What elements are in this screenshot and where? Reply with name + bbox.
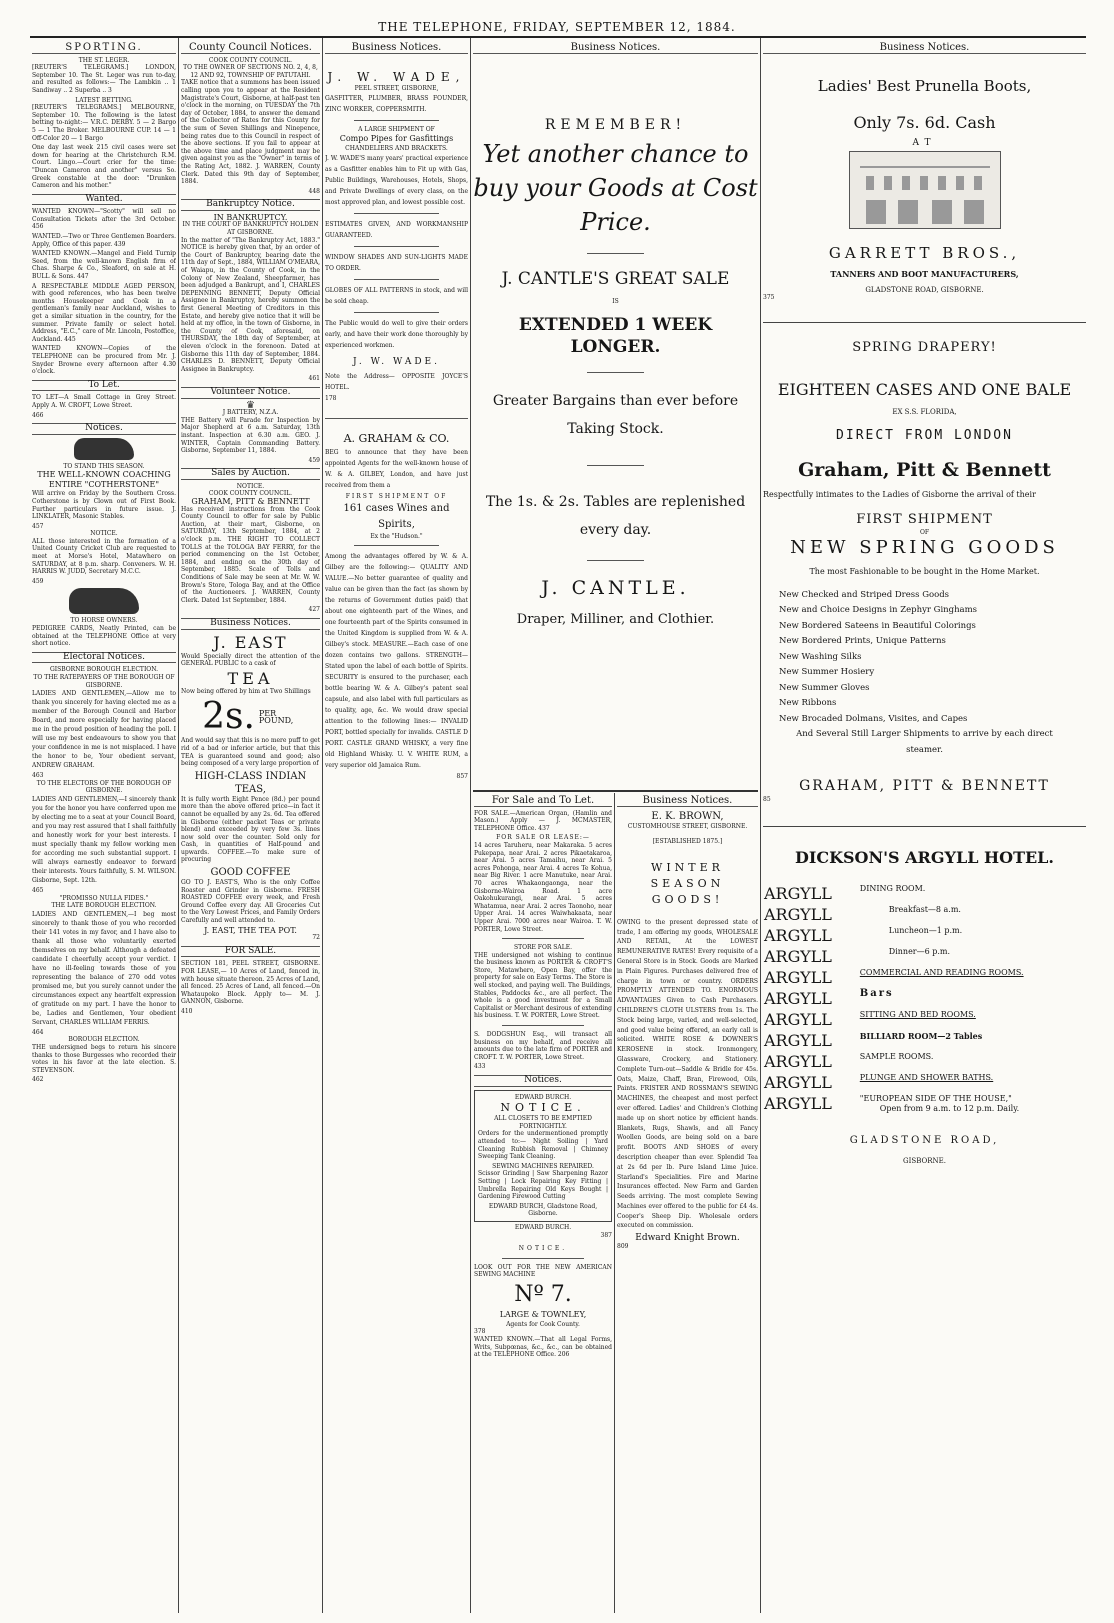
column-3 bbox=[325, 42, 468, 1612]
heading: FIRST SHIPMENT bbox=[856, 511, 993, 527]
paragraph: J. W. WADE'S many years' practical experience as a Gasfitter enables him to Fit up with Gas, Public Buildings, Warehouses, Hotels, Shops, and Private Dwellings of every class, on the most approved plan, and lowest possible cost. bbox=[325, 154, 468, 206]
ad-number: 427 bbox=[308, 606, 320, 614]
paragraph: ALL those interested in the formation of a United County Cricket Club are requested to meet at Morse's Hotel, Matawhero on SATURDAY, at 8 p.m. sharp. Conveners. W. H. HARRIS W. JUDD, Secretary M.C.C. bbox=[32, 537, 176, 576]
section-header: For Sale and To Let. bbox=[474, 797, 612, 807]
heading: REMEMBER! bbox=[544, 116, 687, 133]
heading: COOK COUNTY COUNCIL. bbox=[208, 56, 293, 64]
list-item: New Bordered Sateens in Beautiful Colorings bbox=[779, 620, 976, 631]
heading: Graham, Pitt & Bennett bbox=[798, 458, 1051, 481]
section-header: Bankruptcy Notice. bbox=[181, 199, 320, 211]
paragraph: THE Battery will Parade for Inspection by Major Shepherd at 6 a.m. Saturday, 13th instant. Inspection at 6.30 a.m. GEO. J. WINTER, Captain Commanding Battery. Gisborne, September 11, 1884. bbox=[181, 416, 320, 455]
argyll-word: ARGYLL bbox=[764, 1093, 832, 1113]
paragraph: OWING to the present depressed state of trade, I am offering my goods, WHOLESALE AND RETAIL, At the LOWEST REMUNERATIVE RATES! Every requisite of a General Store is in Stock. Goods are Marked in Plain Figures. Purchases delivered free of charge in town or country. ORDERS PROMPTLY ATTENDED TO. ENORMOUS ADVANTAGES Given to Cash Purchasers. CHILDREN'S CLOTH ULSTERS from 1s. The Stock being large, varied, and well-selected, and good value being offered, an early call is solicited. WHITE ROSE & DOWNER'S KEROSENE in stock. Ironmongery, Glassware, Crockery, and Stationery. Complete Turn-out—Saddle & Bridle for 45s. Oats, Maize, Chaff, Bran, Firewood, Oils, Paints. FRISTER AND ROSSMAN'S SEWING MACHINES, the cheapest and most perfect ever offered. Ladies' and Children's Clothing made up on short notice by efficient hands. Blankets, Rugs, Shawls, and all Fancy Woollen Goods, are being sold on a bare profit. BOOTS AND SHOES of every description cheaper than ever. Splendid Tea at 2s 6d per lb. Pure Island Lime Juice. Starland's Specialities. Fire and Marine Insurances effected. New Farm and Garden Seeds arriving. The most complete Sewing Machines ever offered to the public for £4 4s. Cooper's Sheep Dip. Wholesale orders executed on commission. bbox=[617, 918, 758, 1230]
paragraph: PEDIGREE CARDS, Neatly Printed, can be obtained at the TELEPHONE Office at very short notice. bbox=[32, 625, 176, 648]
argyll-word: ARGYLL bbox=[764, 925, 832, 945]
divider bbox=[354, 246, 440, 247]
ad-number: 459 bbox=[32, 577, 44, 585]
section-header: Notices. bbox=[474, 1075, 612, 1087]
column-rule bbox=[178, 38, 179, 1613]
section-header: Volunteer Notice. bbox=[181, 387, 320, 399]
ad-wanted: A RESPECTABLE MIDDLE AGED PERSON, with good references, who has been twelve months Housekeeper and Cook in a gentleman's family near Auckland, wishes to get a similar situation in the country, for the summer. Private family or select hotel. Address, "E.C.," care of Mr. Lincoln, Postoffice, Auckland. 445 bbox=[32, 282, 176, 343]
paragraph: LADIES AND GENTLEMEN,—I sincerely thank you for the honor you have conferred upon me by electing me to a seat at your Council Board, and you may rest assured that I shall faithfully and honestly work for your best interests. I must specially thank my fellow working men for according me such substantial support. I will always earnestly endeavor to forward their interests. Yours faithfully, S. M. WILSON. Gisborne, Sept. 12th. bbox=[32, 795, 176, 884]
paragraph: Has received instructions from the Cook County Council to offer for sale by Public Auction, at their mart, Gisborne, on SATURDAY, 13th September, 1884, at 2 o'clock p.m. THE RIGHT TO COLLECT TOLLS at the TOLOGA BAY FERRY, for the period commencing on the 1st October, 1884, and ending on the 30th day of September, 1885. Scale of Tolls and Conditions of Sale may be seen at Mr. W. W. Brown's Store, Tologa Bay, and at the Office of the Auctioneers. J. WARREN, County Clerk. Dated 1st September, 1884. bbox=[181, 505, 320, 604]
paragraph: TAKE notice that a summons has been issued calling upon you to appear at the Resident Magistrate's Court, Gisborne, at half-past ten o'clock in the morning, on TUESDAY the 7th day of October, 1884, to answer the demand of the Collector of Rates for this County for the sum of Seven Shillings and Ninepence, being rates due to this Council in respect of the above sections. If you fail to appear at the above time and place judgment may be given against you as the "Owner" in terms of the Rating Act, 1882. J. WARREN, County Clerk. Dated this 9th day of September, 1884. bbox=[181, 79, 320, 186]
paragraph: 14 acres Taruheru, near Makaraka. 5 acres Pukepapa, near Arai. 2 acres Pikaetakaroa, near Arai. 5 acres Tamaihu, near Arai. 5 acres Pohonga, near Arai. 4 acres Te Kohua, near Big River. 1 acre Manutuke, near Arai. 70 acres Whakaongaonga, near the Gisborne-Wairoa Road. 1 acre Oakohukurangi, near Arai. 5 acres Whatamua, near Arai. 2 acres Taonoho, near Upper Arai. 14 acres Waiwhakaata, near Upper Arai. 7000 acres near Wairoa. T. W. PORTER, Lowe Street. bbox=[474, 841, 612, 933]
column-rule bbox=[322, 38, 323, 1613]
divider bbox=[354, 545, 440, 546]
heading: COOK COUNTY COUNCIL. bbox=[208, 490, 293, 498]
ad-number: 378 bbox=[474, 1328, 486, 1336]
heading: EDWARD BURCH. bbox=[514, 1093, 572, 1101]
heading: Ladies' Best Prunella Boots, bbox=[817, 76, 1032, 95]
service-item: DINING ROOM. bbox=[859, 883, 926, 893]
heading: THE LATE BOROUGH ELECTION. bbox=[51, 902, 157, 910]
heading: HIGH-CLASS INDIAN TEAS, bbox=[194, 770, 307, 795]
signature: Edward Knight Brown. bbox=[635, 1233, 740, 1244]
heading: TO STAND THIS SEASON. bbox=[63, 462, 145, 470]
heading: EIGHTEEN CASES AND ONE BALE bbox=[777, 379, 1072, 399]
ad-wanted: WANTED.—Two or Three Gentlemen Boarders. Apply, Office of this paper. 439 bbox=[32, 233, 176, 248]
paragraph: It is fully worth Eight Pence (8d.) per pound more than the above offered price—in fact it cannot be equalled by any 2s. 6d. Tea offered in Gisborne (either packet Teas or private blend) and exceeded by very few 3s. lines now sold over the counter. Sold only for Cash, in quantities of Half-pound and upwards. COFFEE.—To make sure of procuring bbox=[181, 795, 320, 864]
heading: THE ST. LEGER. bbox=[78, 56, 130, 64]
paragraph: The Public would do well to give their orders early, and have their work done thoroughly by experienced workmen. bbox=[325, 319, 468, 349]
paragraph: One day last week 215 civil cases were set down for hearing at the Christchurch R.M. Court. Lingo.—Court crier for the time: "Duncan Cameron and another" versus So. Greek constable at the door: "Drunken Cameron and his mother." bbox=[32, 144, 176, 190]
paragraph: LADIES AND GENTLEMEN,—I beg most sincerely to thank those of you who recorded their 141 votes in my favor, and I have also to thank all those who voluntarily exerted themselves on my behalf. Although a defeated candidate I cheerfully accept your verdict. I have no ill-feeling towards those of you representing the balance of 270 odd votes promised me, but you surely cannot under the circumstances expect any heartfelt expression of gratitude on my part. I have the honor to be, Ladies and Gentlemen, Your obedient Servant, CHARLES WILLIAM FERRIS. bbox=[32, 910, 176, 1026]
building-illustration bbox=[849, 151, 1001, 229]
divider bbox=[354, 213, 440, 214]
heading: J. W. WADE, bbox=[327, 69, 466, 84]
heading: J. CANTLE'S GREAT SALE bbox=[501, 269, 730, 290]
argyll-word: ARGYLL bbox=[764, 946, 832, 966]
section-header: County Council Notices. bbox=[181, 44, 320, 54]
argyll-word: ARGYLL bbox=[764, 1030, 832, 1050]
heading: AT bbox=[912, 137, 937, 148]
divider bbox=[587, 465, 644, 466]
ad-number: 457 bbox=[32, 522, 44, 530]
heading: J BATTERY, N.Z.A. bbox=[222, 409, 279, 417]
price-unit: PER POUND, bbox=[258, 708, 294, 726]
divider bbox=[354, 120, 440, 121]
list-item: New Summer Gloves bbox=[779, 682, 870, 693]
heading: "PROMISSO NULLA FIDES." bbox=[59, 894, 149, 902]
section-header: Business Notices. bbox=[181, 618, 320, 630]
paragraph: S. DODGSHUN Esq., will transact all business on my behalf, and receive all amounts due to the late firm of PORTER and CROFT. T. W. PORTER, Lowe Street. bbox=[474, 1031, 612, 1061]
heading: GLADSTONE ROAD, bbox=[849, 1134, 1000, 1146]
paragraph: GLOBES OF ALL PATTERNS in stock, and will be sold cheap. bbox=[325, 286, 468, 305]
crown-icon: ♛ bbox=[246, 399, 255, 411]
divider bbox=[587, 560, 644, 561]
paragraph: Note the Address— OPPOSITE JOYCE'S HOTEL. bbox=[325, 372, 468, 391]
heading: IN THE COURT OF BANKRUPTCY HOLDEN AT GISBORNE. bbox=[182, 221, 319, 237]
paragraph: Scissor Grinding | Saw Sharpening Razor Setting | Lock Repairing Key Fitting | Umbrella Repairing Old Keys Bought | Gardening Firewood Cutting bbox=[478, 1170, 608, 1201]
paragraph: WANTED KNOWN.—That all Legal Forms, Writs, Subpœnas, &c., &c., can be obtained at the TELEPHONE Office. 206 bbox=[474, 1336, 612, 1359]
ad-number: 465 bbox=[32, 886, 44, 894]
heading: LARGE & TOWNLEY, bbox=[499, 1309, 587, 1319]
paragraph: LOOK OUT FOR THE NEW AMERICAN SEWING MACHINE bbox=[474, 1263, 612, 1279]
column-4b bbox=[617, 795, 758, 1610]
list-item: New Brocaded Dolmans, Visites, and Capes bbox=[779, 713, 968, 724]
section-header: To Let. bbox=[32, 380, 176, 392]
list-item: New Summer Hosiery bbox=[779, 667, 875, 678]
column-rule bbox=[760, 38, 761, 1613]
section-header: Business Notices. bbox=[617, 797, 758, 807]
service-item: SITTING AND BED ROOMS. bbox=[859, 1009, 976, 1019]
ad-number: 178 bbox=[325, 394, 337, 402]
divider bbox=[354, 312, 440, 313]
paragraph: [REUTER'S TELEGRAMS.] LONDON, September 10. The St. Leger was run to-day, and resulted as follows:— The Lambkin .. 1 Sandiway .. 2 Superba .. 3 bbox=[32, 64, 176, 94]
argyll-word: ARGYLL bbox=[764, 904, 832, 924]
goods-list bbox=[763, 588, 1086, 759]
argyll-word: ARGYLL bbox=[764, 1072, 832, 1092]
ad-wanted: WANTED KNOWN—Copies of the TELEPHONE can be procured from Mr. J. Snyder Browne every afternoon after 4.30 o'clock. bbox=[32, 345, 176, 376]
service-item: "EUROPEAN SIDE OF THE HOUSE," bbox=[859, 1093, 1012, 1103]
heading: Nº 7. bbox=[514, 1281, 572, 1307]
service-item: Dinner—6 p.m. bbox=[888, 946, 951, 956]
heading: LATEST BETTING. bbox=[75, 96, 133, 104]
column-2 bbox=[181, 42, 320, 1612]
heading: Ex the "Hudson." bbox=[370, 532, 423, 540]
divider bbox=[587, 253, 644, 254]
service-item: PLUNGE AND SHOWER BATHS. bbox=[859, 1072, 994, 1082]
heading: PEEL STREET, GISBORNE, bbox=[354, 85, 439, 93]
service-item: Luncheon—1 p.m. bbox=[888, 925, 963, 935]
signature: J. W. WADE. bbox=[353, 356, 440, 367]
section-header: Wanted. bbox=[32, 194, 176, 206]
ad-number: 72 bbox=[312, 934, 320, 942]
burch-box bbox=[474, 1090, 612, 1222]
ad-number: 433 bbox=[474, 1063, 486, 1071]
section-header: Business Notices. bbox=[325, 44, 468, 54]
argyll-word: ARGYLL bbox=[764, 988, 832, 1008]
ad-wanted: WANTED KNOWN—"Scotty" will sell no Consultation Tickets after the 3rd October. 456 bbox=[32, 208, 176, 231]
heading: Compo Pipes for Gasfittings bbox=[339, 134, 454, 144]
ad-number: 464 bbox=[32, 1028, 44, 1036]
section-header: Electoral Notices. bbox=[32, 652, 176, 664]
slogan: Yet another chance to buy your Goods at Cost Price. bbox=[473, 140, 758, 237]
divider bbox=[473, 790, 758, 792]
ad-number: 410 bbox=[181, 1007, 193, 1015]
section-header: Sales by Auction. bbox=[181, 468, 320, 480]
ad-number: 809 bbox=[617, 1242, 629, 1250]
paragraph: The 1s. & 2s. Tables are replenished every day. bbox=[485, 493, 746, 538]
section-header: SPORTING. bbox=[32, 44, 176, 54]
paragraph: Will arrive on Friday by the Southern Cross. Cotherstone is by Clown out of First Book. Further particulars in future issue. J. LINKLATER, Masonic Stables. bbox=[32, 490, 176, 521]
horse-illustration bbox=[69, 588, 139, 614]
divider bbox=[354, 279, 440, 280]
heading: IN BANKRUPTCY. bbox=[213, 212, 288, 222]
heading: CHANDELIERS AND BRACKETS. bbox=[345, 145, 448, 153]
paragraph: THE undersigned not wishing to continue the business known as PORTER & CROFT'S Store, Matawhero, Open Bay, offer the property for sale on Easy Terms. The Store is well stocked, and paying well. The Buildings, Stables, Paddocks &c., are all perfect. The whole is a good investment for a Small Capitalist or Merchant desirous of extending his business. T. W. PORTER, Lowe Street. bbox=[474, 951, 612, 1020]
ad-sale: FOR SALE.—American Organ, (Hamlin and Mason.) Apply — J. MCMASTER, TELEPHONE Office. 437 bbox=[474, 809, 612, 832]
ad-number: 375 bbox=[763, 294, 775, 302]
heading: Agents for Cook County. bbox=[506, 1320, 580, 1328]
heading: ALL CLOSETS TO BE EMPTIED FORTNIGHTLY. bbox=[494, 1115, 592, 1130]
heading: TO THE RATEPAYERS OF THE BOROUGH OF GISBORNE. bbox=[33, 674, 175, 689]
list-item: New Bordered Prints, Unique Patterns bbox=[779, 636, 946, 647]
service-item: Bars bbox=[859, 987, 894, 999]
paragraph: Respectfully intimates to the Ladies of Gisborne the arrival of their bbox=[763, 489, 1036, 499]
ad-number: 448 bbox=[308, 187, 320, 195]
ad-number: 387 bbox=[600, 1231, 612, 1239]
paragraph: THE undersigned begs to return his sincere thanks to those Burgesses who recorded their votes in his favor at the late election. S. STEVENSON. bbox=[32, 1043, 176, 1074]
heading: THE WELL-KNOWN COACHING ENTIRE "COTHERSTONE" bbox=[37, 470, 171, 490]
list-item: New Washing Silks bbox=[779, 651, 862, 662]
argyll-word: ARGYLL bbox=[764, 1009, 832, 1029]
divider bbox=[502, 1258, 585, 1259]
ad-tolet: TO LET—A Small Cottage in Grey Street. Apply A. W. CROFT, Lowe Street. bbox=[32, 394, 176, 409]
argyll-table bbox=[763, 883, 1086, 1115]
argyll-word: ARGYLL bbox=[764, 883, 832, 903]
heading: NOTICE. bbox=[518, 1245, 568, 1253]
paragraph: SECTION 181, PEEL STREET, GISBORNE. FOR LEASE,— 10 Acres of Land, fenced in, with house situate thereon. 25 Acres of Land, all fenced. 25 Acres of Land, all fenced.—On Whataupoko Block. Apply to— M. J. GANNON, Gisborne. bbox=[181, 960, 320, 1006]
heading: GISBORNE. bbox=[903, 1157, 946, 1166]
heading: BOROUGH ELECTION. bbox=[68, 1036, 140, 1044]
divider bbox=[502, 1025, 585, 1026]
heading: SPRING DRAPERY! bbox=[852, 339, 997, 355]
argyll-word: ARGYLL bbox=[764, 1051, 832, 1071]
service-item bbox=[859, 1093, 1086, 1115]
paragraph: Now being offered by him at Two Shillings bbox=[181, 687, 311, 695]
paragraph: Draper, Milliner, and Clothier. bbox=[516, 611, 715, 627]
heading: J. CANTLE. bbox=[541, 576, 690, 599]
heading: DICKSON'S ARGYLL HOTEL. bbox=[795, 847, 1054, 867]
list-item: And Several Still Larger Shipments to arrive by each direct steamer. bbox=[796, 729, 1053, 755]
column-rule bbox=[470, 38, 471, 1613]
paragraph: And would say that this is no mere puff to get rid of a bad or inferior article, but that this TEA is guaranteed sound and good; also being composed of a very large proportion of bbox=[181, 737, 320, 768]
price: 2s. bbox=[202, 696, 255, 738]
heading: CUSTOMHOUSE STREET, GISBORNE. bbox=[627, 822, 748, 830]
heading: TO HORSE OWNERS. bbox=[70, 617, 138, 625]
heading: FOR SALE OR LEASE:— bbox=[496, 834, 590, 842]
heading: GLADSTONE ROAD, GISBORNE. bbox=[865, 285, 984, 294]
column-1 bbox=[32, 42, 176, 1612]
ad-number: 459 bbox=[308, 456, 320, 464]
paragraph: Among the advantages offered by W. & A. Gilbey are the following:— QUALITY AND VALUE.—No better guarantee of quality and value can be given than the fact (as shown by the returns of Government duties paid) that about one eighteenth part of the Wines, and one fourteenth part of the Spirits consumed in the United Kingdom is supplied from W. & A. Gilbey's stock. MEASURE.—Each case of one dozen contains two gallons. STRENGTH—Stated upon the label of each bottle of Spirits. SECURITY is ensured to the purchaser, each bottle bearing W. & A. Gilbey's patent seal capsule, and also label with full particulars as to quality, age, &c. We would draw special attention to the following lines:— INVALID PORT, bottled specially for invalids. CASTLE D PORT. CASTLE GRAND WHISKY, a very fine old Highland Whisky. U. V. WHITE RUM, a very superior old Jamaica Rum. bbox=[325, 553, 468, 770]
heading: [ESTABLISHED 1875.] bbox=[652, 838, 723, 846]
horse-illustration bbox=[74, 438, 134, 460]
column-4a bbox=[474, 795, 612, 1610]
divider bbox=[587, 372, 644, 373]
heading: FIRST SHIPMENT OF bbox=[345, 493, 448, 501]
ad-number: 461 bbox=[308, 375, 320, 383]
section-header: Business Notices. bbox=[473, 44, 758, 54]
section-header: FOR SALE. bbox=[181, 946, 320, 958]
column-6 bbox=[763, 42, 1086, 1612]
paragraph: BEG to announce that they have been appointed Agents for the well-known house of W. & A. GILBEY, London, and have just received from them a bbox=[325, 449, 468, 490]
heading: TEA bbox=[227, 668, 274, 688]
heading: A LARGE SHIPMENT OF bbox=[358, 125, 435, 133]
signature: EDWARD BURCH. bbox=[514, 1223, 572, 1231]
list-item: New and Choice Designs in Zephyr Ginghams bbox=[779, 605, 978, 616]
heading: GISBORNE BOROUGH ELECTION. bbox=[49, 666, 159, 674]
ad-number: 466 bbox=[32, 411, 44, 419]
heading: TO THE OWNER OF SECTIONS NO. 2, 4, 8, 12 AND 92, TOWNSHIP OF PATUTAHI. bbox=[183, 64, 318, 79]
service-item: Open from 9 a.m. to 12 p.m. Daily. bbox=[879, 1103, 1020, 1113]
heading: GRAHAM, PITT & BENNETT bbox=[799, 778, 1050, 795]
paragraph: Orders for the undermentioned promptly attended to:— Night Soiling | Yard Cleaning Rubbish Removal | Chimney Sweeping Tank Cleaning. bbox=[478, 1130, 608, 1161]
heading: IS bbox=[612, 298, 619, 306]
heading: A. GRAHAM & CO. bbox=[343, 432, 450, 446]
service-item: BILLIARD ROOM—2 Tables bbox=[859, 1030, 983, 1041]
heading: EXTENDED 1 WEEK LONGER. bbox=[518, 314, 713, 357]
signature: J. EAST, THE TEA POT. bbox=[204, 925, 297, 935]
heading: NOTICE. bbox=[500, 1101, 586, 1115]
section-header: Notices. bbox=[32, 423, 176, 435]
paragraph: Would Specially direct the attention of the GENERAL PUBLIC to a cask of bbox=[181, 652, 320, 668]
heading: EX S.S. FLORIDA, bbox=[892, 407, 957, 416]
paragraph: GASFITTER, PLUMBER, BRASS FOUNDER, ZINC WORKER, COPPERSMITH. bbox=[325, 94, 468, 113]
heading: 161 cases Wines and Spirits, bbox=[343, 502, 450, 530]
ad-number: 85 bbox=[763, 796, 771, 804]
heading: GOOD COFFEE bbox=[210, 867, 291, 879]
heading: NOTICE. bbox=[90, 530, 118, 538]
masthead: THE TELEPHONE, FRIDAY, SEPTEMBER 12, 1884. bbox=[378, 20, 736, 34]
ad-number: 857 bbox=[456, 773, 468, 781]
paragraph: WINDOW SHADES AND SUN-LIGHTS MADE TO ORDER. bbox=[325, 253, 468, 272]
top-rule bbox=[30, 36, 1086, 38]
divider bbox=[502, 938, 585, 939]
paragraph: LADIES AND GENTLEMEN,—Allow me to thank you sincerely for having elected me as a member of the Borough Council and Harbor Board, and more especially for having placed me in the proud position of heading the poll. I will use my best endeavours to show you that your confidence in me is not misplaced. I have the honor to be, Your obedient servant, ANDREW GRAHAM. bbox=[32, 690, 176, 770]
heading: TANNERS AND BOOT MANUFACTURERS, bbox=[830, 269, 1019, 280]
argyll-word: ARGYLL bbox=[764, 967, 832, 987]
paragraph: GO TO J. EAST'S, Who is the only Coffee Roaster and Grinder in Gisborne. FRESH ROASTED COFFEE every week, and Fresh Ground Coffee every day. All Groceries Cut to the Very Lowest Prices, and Family Orders Carefully and well attended to. bbox=[181, 879, 320, 925]
column-rule bbox=[614, 793, 615, 1613]
heading: E. K. BROWN, bbox=[651, 810, 724, 822]
heading: J. EAST bbox=[213, 632, 288, 652]
list-item: New Ribbons bbox=[779, 698, 837, 709]
price: Only 7s. 6d. Cash bbox=[853, 112, 996, 132]
ad-wanted: WANTED KNOWN.—Mangel and Field Turnip Seed, from the well-known English firm of Chas. Sharpe & Co., Sleaford, on sale at H. BULL & Sons. 447 bbox=[32, 250, 176, 281]
heading: WINTER SEASON GOODS! bbox=[650, 860, 725, 906]
heading: DIRECT FROM LONDON bbox=[836, 427, 1013, 443]
paragraph: ESTIMATES GIVEN, AND WORKMANSHIP GUARANTEED. bbox=[325, 220, 468, 239]
service-item: COMMERCIAL AND READING ROOMS. bbox=[859, 967, 1024, 977]
heading: GARRETT BROS., bbox=[828, 244, 1021, 263]
heading: STORE FOR SALE. bbox=[513, 944, 573, 952]
heading: OF bbox=[919, 528, 930, 536]
paragraph: [REUTER'S TELEGRAMS.] MELBOURNE, September 10. The following is the latest betting to-night:— V.R.C. DERBY. 5 — 2 Bargo 5 — 1 The Broker. MELBOURNE CUP. 14 — 1 Off-Color 20 — 1 Bargo bbox=[32, 104, 176, 142]
service-item: Breakfast—8 a.m. bbox=[888, 904, 961, 914]
ad-number: 463 bbox=[32, 772, 44, 780]
paragraph: The most Fashionable to be bought in the Home Market. bbox=[809, 567, 1040, 577]
heading: EDWARD BURCH, Gladstone Road, Gisborne. bbox=[488, 1202, 598, 1218]
heading: SEWING MACHINES REPAIRED. bbox=[492, 1162, 594, 1170]
paragraph: In the matter of "The Bankruptcy Act, 1883." NOTICE is hereby given that, by an order of the Court of Bankruptcy, bearing date the 11th day of Sept., 1884, WILLIAM O'MEARA, of Waiapu, in the County of Cook, in the Colony of New Zealand, Sheepfarmer, has been adjudged a Bankrupt, and I, CHARLES DEPENNING BENNETT, Deputy Official Assignee in Bankruptcy, hereby summon the first General Meeting of Creditors in this Estate, and hereby give notice that it will be held at my office, in the town of Gisborne, in the County of Cook, aforesaid, on THURSDAY, the 18th day of September, at eleven o'clock in the forenoon. Dated at Gisborne this 11th day of September, 1884. CHARLES D. BENNETT, Deputy Official Assignee in Bankruptcy. bbox=[181, 236, 320, 373]
ad-number: 462 bbox=[32, 1076, 44, 1084]
list-item: New Checked and Striped Dress Goods bbox=[779, 589, 950, 600]
paragraph: Greater Bargains than ever before Taking Stock. bbox=[492, 392, 739, 437]
service-item: SAMPLE ROOMS. bbox=[859, 1051, 934, 1061]
heading: NOTICE. bbox=[236, 482, 265, 490]
heading: NEW SPRING GOODS bbox=[790, 537, 1059, 559]
section-header: Business Notices. bbox=[763, 44, 1086, 54]
heading: GRAHAM, PITT & BENNETT bbox=[191, 497, 310, 507]
heading: TO THE ELECTORS OF THE BOROUGH OF GISBORNE. bbox=[36, 779, 172, 795]
